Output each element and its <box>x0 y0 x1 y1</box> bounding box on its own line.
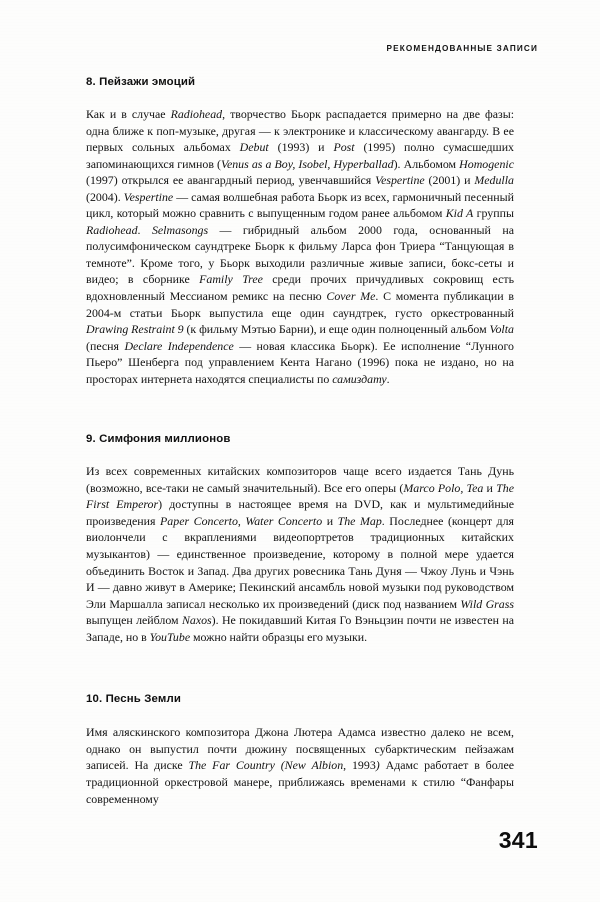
page-number: 341 <box>498 827 538 853</box>
running-header: РЕКОМЕНДОВАННЫЕ ЗАПИСИ <box>386 44 538 53</box>
section-paragraph-8: Как и в случае Radiohead, творчество Бьорк распадается примерно на две фазы: одна ближе к поп-музыке, другая — к электронике и классическому авангарду. В ее первых сольных альбомах Debut (1993) и Post (1995) полно сумасшедших запоминающихся гимнов (Venus as a Boy, Isobel, Hyperballad). Альбомом Homogenic (1997) открылся ее авангардный период, увенчавшийся Vespertine (2001) и Medulla (2004). Vespertine — самая волшебная работа Бьорк из всех, гармоничный песенный цикл, который можно сравнить с выпущенным годом ранее альбомом Kid A группы Radiohead. Selmasongs — гибридный альбом 2000 года, основанный на полусимфоническом саундтреке Бьорк к фильму Ларса фон Триера “Танцующая в темноте”. Кроме того, у Бьорк выходили различные живые записи, бокс-сеты и видео; в сборнике Family Tree среди прочих причудливых сокровищ есть вдохновленный Мессианом ремикс на песню Cover Me. С момента публикации в 2004-м статьи Бьорк выпустила еще один саундтрек, густо оркестрованный Drawing Restraint 9 (к фильму Мэтью Барни), и еще один полноценный альбом Volta (песня Declare Independence — новая классика Бьорк). Ее исполнение “Лунного Пьеро” Шенберга под управлением Кента Нагано (1996) пока не издано, но на просторах интернета находятся специалисты по самиздату. <box>86 107 515 386</box>
section-heading-9: 9. Симфония миллионов <box>86 433 231 446</box>
section-paragraph-10: Имя аляскинского композитора Джона Лютера Адамса известно далеко не всем, однако он выпустил почти дюжину посвященных субарктическим пейзажам записей. На диске The Far Country (New Albion, 1993) Адамс работает в более традиционной оркестровой манере, приближаясь временами к стилю “Фанфары современному <box>86 725 514 806</box>
section-heading-10: 10. Песнь Земли <box>86 693 181 706</box>
text-column <box>86 72 514 807</box>
section-paragraph-9: Из всех современных китайских композиторов чаще всего издается Тань Дунь (возможно, все-таки не самый значительный). Все его оперы (Marco Polo, Tea и The First Emperor) доступны в настоящее время на DVD, как и мультимедийные произведения Paper Concerto, Water Concerto и The Map. Последнее (концерт для виолончели с вкраплениями видеопортретов традиционных китайских музыкантов) — единственное произведение, которому в полной мере удается объединить Восток и Запад. Два других ровесника Тань Дуня — Чжоу Лунь и Чэнь И — давно живут в Америке; Пекинский ансамбль новой музыки под руководством Эли Маршалла записал несколько их произведений (диск под названием Wild Grass выпущен лейблом Naxos). Не покидавший Китая Го Вэньцзин почти не известен на Западе, но в YouTube можно найти образцы его музыки. <box>86 464 515 644</box>
section-heading-8: 8. Пейзажи эмоций <box>86 76 196 88</box>
